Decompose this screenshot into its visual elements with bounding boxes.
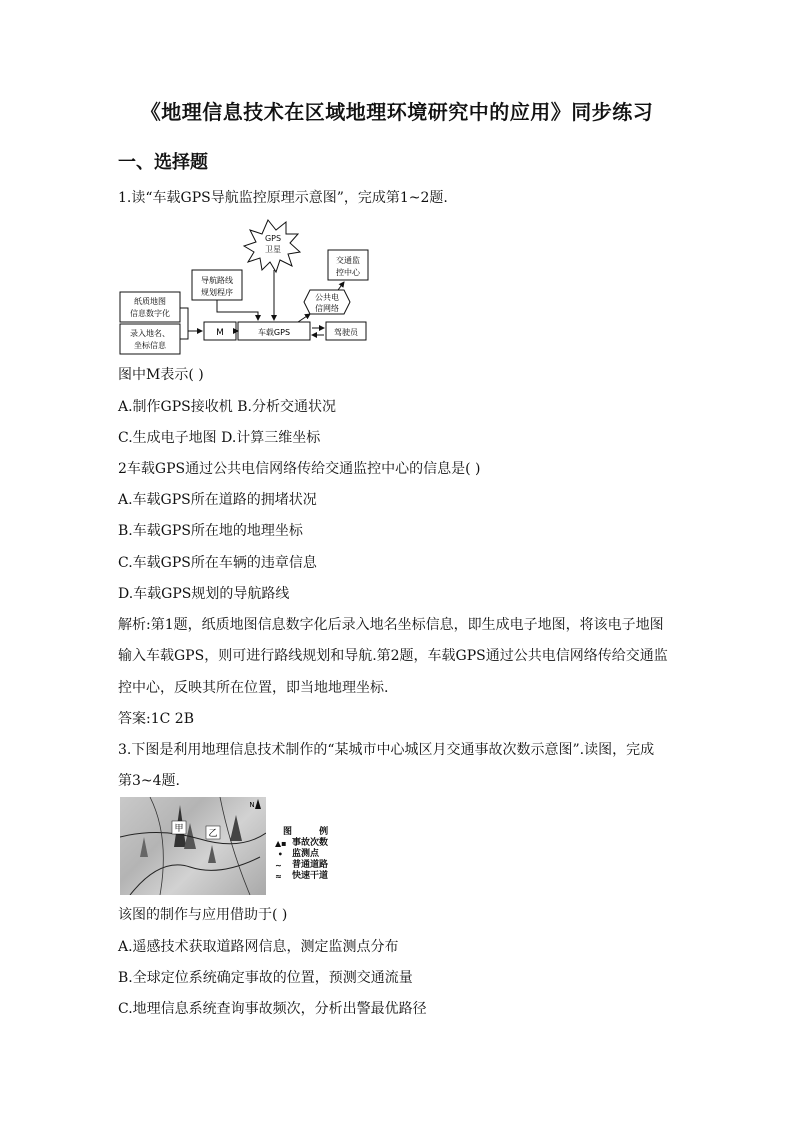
yi-label: 乙 <box>208 829 218 839</box>
gps-navigation-diagram <box>118 212 398 357</box>
explanation-line-2: 输入车载GPS，则可进行路线规划和导航.第2题，车载GPS通过公共电信网络传给交通监 <box>118 648 668 664</box>
north-arrow-icon <box>255 799 261 809</box>
section-heading: 一、选择题 <box>118 152 208 173</box>
paper-label-1: 纸质地图 <box>134 297 166 306</box>
question-2-option-a: A.车载GPS所在道路的拥堵状况 <box>118 492 317 508</box>
question-3-option-a: A.遥感技术获取道路网信息，测定监测点分布 <box>118 939 399 955</box>
question-3-prompt-1: 3.下图是利用地理信息技术制作的“某城市中心城区月交通事故次数示意图”.读图，完成 <box>118 742 655 758</box>
explanation-line-1: 解析:第1题，纸质地图信息数字化后录入地名坐标信息，即生成电子地图，将该电子地图 <box>118 617 664 633</box>
gps-label: GPS <box>264 234 282 243</box>
question-3-option-b: B.全球定位系统确定事故的位置，预测交通流量 <box>118 970 413 986</box>
monitor-point-icon: • <box>275 850 283 859</box>
page-title: 《地理信息技术在区域地理环境研究中的应用》同步练习 <box>140 100 654 124</box>
north-label: N <box>249 801 255 809</box>
question-2-stem: 2车载GPS通过公共电信网络传给交通监控中心的信息是( ) <box>118 461 481 477</box>
legend-item-monitor: • 监测点 <box>275 849 320 859</box>
jia-label: 甲 <box>174 824 184 834</box>
nav-label-2: 规划程序 <box>201 288 233 297</box>
map-relief <box>120 797 266 895</box>
traffic-label-1: 交通监 <box>336 256 360 265</box>
explanation-line-3: 控中心，反映其所在位置，即当地地理坐标. <box>118 680 389 696</box>
accident-3d-map <box>120 797 266 895</box>
net-label-2: 信网络 <box>315 304 339 313</box>
m-label: M <box>216 328 224 338</box>
question-3-stem: 该图的制作与应用借助于( ) <box>118 907 288 923</box>
question-1-options-cd: C.生成电子地图 D.计算三维坐标 <box>118 430 321 446</box>
paper-label-2: 信息数字化 <box>130 309 170 318</box>
question-3-prompt-2: 第3~4题. <box>118 773 180 789</box>
answer-line: 答案:1C 2B <box>118 711 194 727</box>
traffic-accident-map-figure <box>120 797 380 895</box>
input-label-2: 坐标信息 <box>134 341 166 350</box>
road-line-icon: ∼ <box>275 861 282 870</box>
driver-label: 驾驶员 <box>334 328 358 337</box>
question-2-option-b: B.车载GPS所在地的地理坐标 <box>118 523 303 539</box>
legend-title: 图 例 <box>283 827 341 837</box>
legend-item-expressway: ≈ 快速干道 <box>275 871 329 881</box>
question-3-option-c: C.地理信息系统查询事故频次，分析出警最优路径 <box>118 1001 427 1017</box>
net-label-1: 公共电 <box>315 293 339 302</box>
question-2-option-c: C.车载GPS所在车辆的违章信息 <box>118 555 317 571</box>
question-1-stem: 图中M表示( ) <box>118 367 204 383</box>
legend-item-road: ∼ 普通道路 <box>275 860 329 870</box>
question-1-options-ab: A.制作GPS接收机 B.分析交通状况 <box>118 399 336 415</box>
nav-label-1: 导航路线 <box>201 276 233 285</box>
accident-bar-icon: ▲▪ <box>275 839 287 848</box>
question-1-prompt: 1.读“车载GPS导航监控原理示意图”，完成第1~2题. <box>118 190 448 206</box>
question-2-option-d: D.车载GPS规划的导航路线 <box>118 586 290 602</box>
map-legend <box>275 827 340 882</box>
input-label-1: 录入地名、 <box>130 329 170 338</box>
traffic-label-2: 控中心 <box>336 268 360 277</box>
satellite-label: 卫星 <box>265 245 281 254</box>
legend-item-accidents: ▲▪ 事故次数 <box>275 838 329 848</box>
car-gps-label: 车载GPS <box>257 328 291 337</box>
expressway-line-icon: ≈ <box>275 872 282 881</box>
